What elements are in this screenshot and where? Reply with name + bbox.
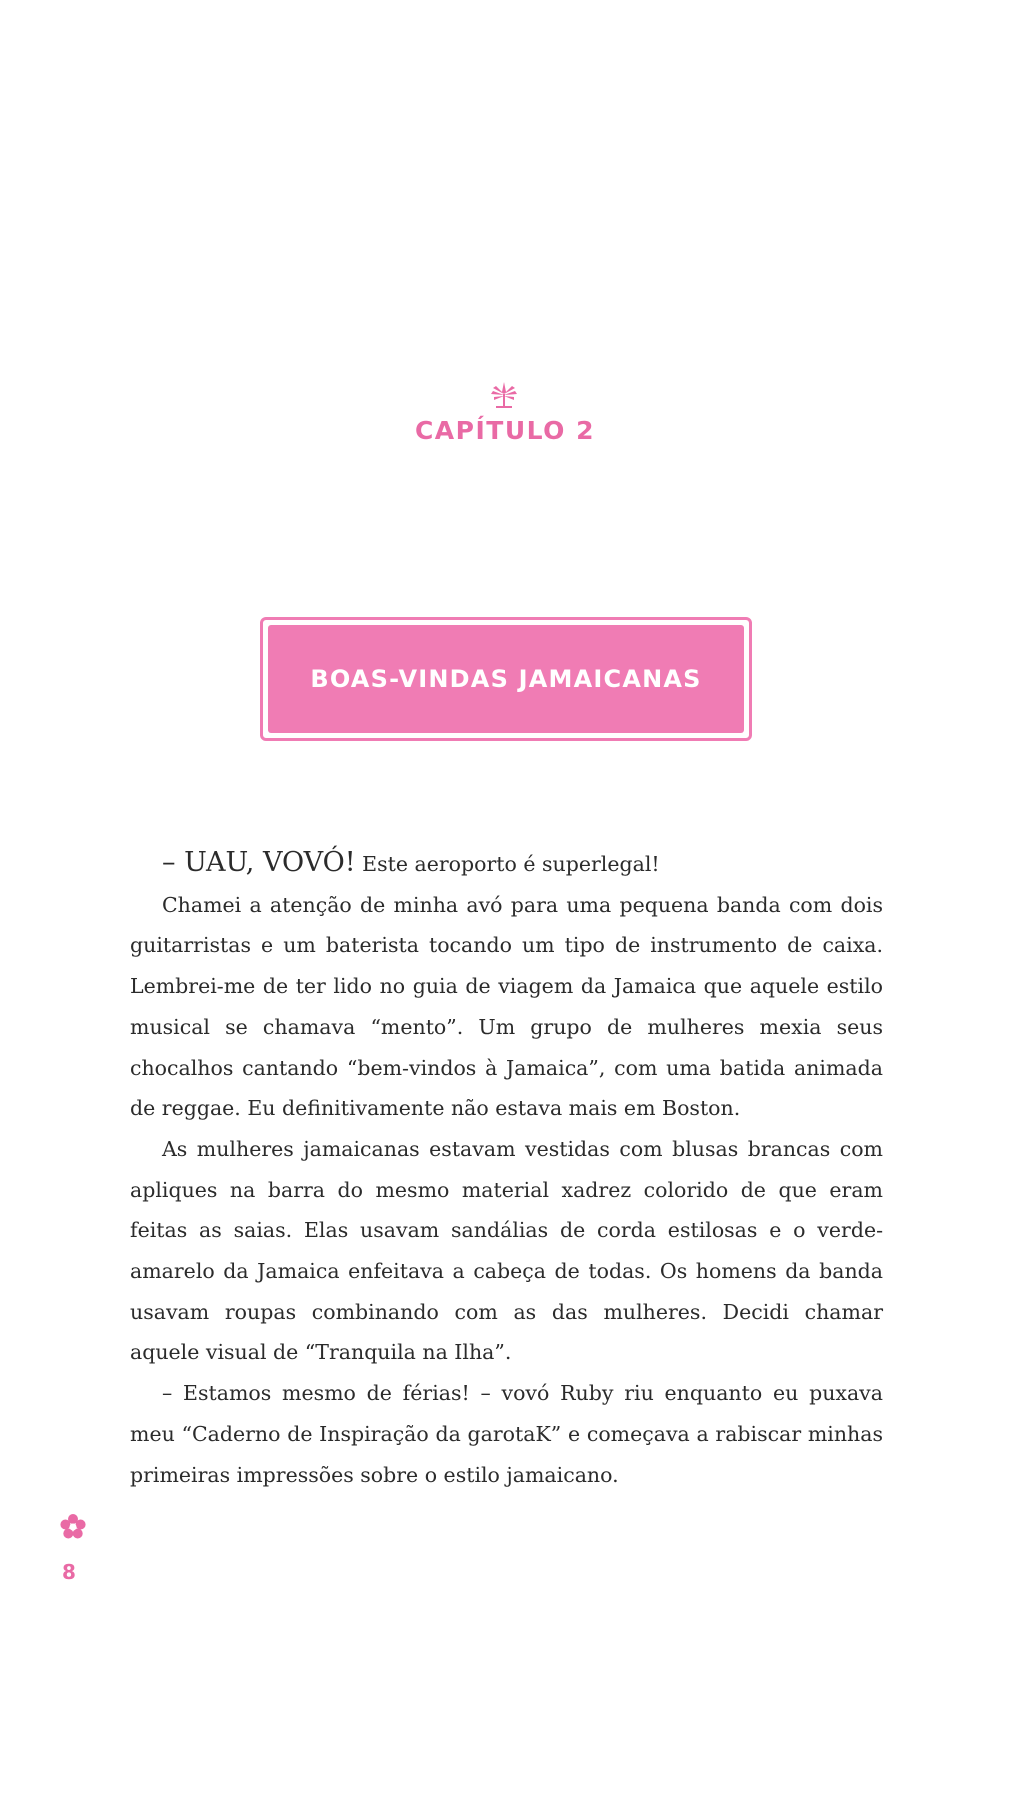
paragraph-1: [130, 843, 883, 885]
paragraph-2: Chamei a atenção de minha avó para uma pequena banda com dois guitarristas e um baterista tocando um tipo de instrumento de caixa. Lembrei-me de ter lido no guia de viagem da Jamaica que aquele estilo musical se chamava “mento”. Um grupo de mulheres mexia seus chocalhos cantando “bem-vindos à Jamaica”, com uma batida animada de reggae. Eu definitivamente não estava mais em Boston.: [130, 892, 883, 1121]
chapter-title-fill: [268, 625, 744, 733]
palm-ornament-icon: [488, 380, 520, 410]
page-number: 8: [62, 1560, 76, 1584]
chapter-title: BOAS-VINDAS JAMAICANAS: [310, 665, 702, 693]
paragraph-4: – Estamos mesmo de férias! – vovó Ruby riu enquanto eu puxava meu “Caderno de Inspiração da garotaK” e começava a rabiscar minhas primeiras impressões sobre o estilo jamaicano.: [130, 1381, 883, 1487]
chapter-label: CAPÍTULO 2: [414, 416, 596, 445]
paragraph-1-lead: – UAU, VOVÓ!: [162, 847, 356, 878]
flower-icon: [59, 1513, 87, 1541]
body-text: [130, 843, 883, 1495]
paragraph-3: As mulheres jamaicanas estavam vestidas com blusas brancas com apliques na barra do mesmo material xadrez colorido de que eram feitas as saias. Elas usavam sandálias de corda estilosas e o verde-amarelo da Jamaica enfeitava a cabeça de todas. Os homens da banda usavam roupas combinando com as das mulheres. Decidi chamar aquele visual de “Tranquila na Ilha”.: [130, 1136, 883, 1365]
chapter-title-box: [260, 617, 752, 741]
paragraph-1-rest: Este aeroporto é superlegal!: [355, 852, 660, 876]
